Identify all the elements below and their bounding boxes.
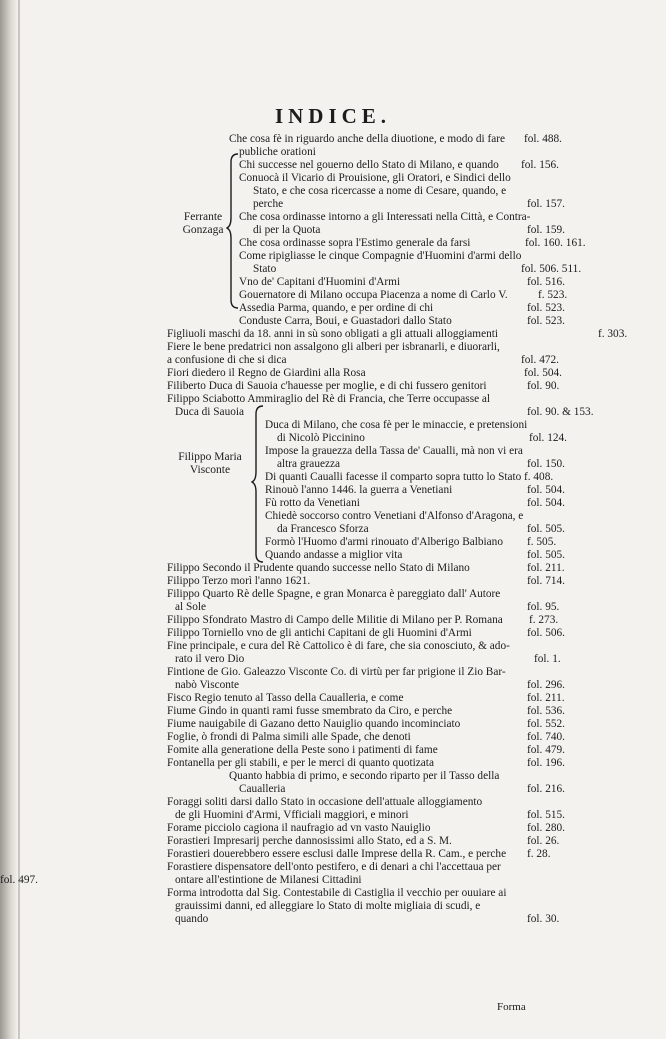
entry-folio-reference: fol. 156. bbox=[521, 159, 559, 171]
entry-text: perche bbox=[253, 198, 284, 210]
entry-folio-reference: fol. 124. bbox=[529, 432, 567, 444]
entry-text: Forame picciolo cagiona il naufragio ad vn vasto Nauiglio bbox=[167, 822, 431, 834]
entry-text: Forastieri douerebbero essere esclusi dalle Imprese della R. Cam., e perche bbox=[167, 848, 507, 860]
entry-text: Filippo Secondo il Prudente quando successe nello Stato di Milano bbox=[167, 562, 470, 574]
entry-text: de gli Huomini d'Armi, Vfficiali maggiori, e minori bbox=[175, 809, 409, 821]
entry-folio-reference: fol. 740. bbox=[527, 731, 565, 743]
entry-folio-reference: f. 523. bbox=[538, 289, 568, 301]
group-label-line-1: Filippo Maria bbox=[178, 451, 242, 463]
entry-text: Filippo Sciabotto Ammiraglio del Rè di Francia, che Terre occupasse al bbox=[167, 393, 491, 405]
entry-folio-reference: fol. 280. bbox=[527, 822, 565, 834]
entry-text: Chiedè soccorso contro Venetiani d'Alfonso d'Aragona, e bbox=[265, 510, 524, 522]
entry-text: Fiori diedero il Regno de Giardini alla Rosa bbox=[167, 367, 366, 379]
entry-folio-reference: fol. 211. bbox=[527, 692, 565, 704]
entry-text: Forastiere dispensatore dell'onto pestifero, e di denari a chi l'accettaua per bbox=[167, 861, 501, 873]
entry-text: ontare all'estintione de Milanesi Cittadini bbox=[175, 874, 362, 886]
entry-folio-reference: fol. 488. bbox=[524, 133, 562, 145]
entry-folio-reference: fol. 150. bbox=[527, 458, 565, 470]
entry-folio-reference: fol. 30. bbox=[527, 913, 560, 925]
entry-folio-reference: fol. 472. bbox=[521, 354, 559, 366]
entry-folio-reference: fol. 516. bbox=[527, 276, 565, 288]
entry-text: a confusione di che si dica bbox=[167, 354, 287, 366]
entry-folio-reference: f. 408. bbox=[524, 471, 554, 483]
entry-text: Filippo Quarto Rè delle Spagne, e gran Monarca è pareggiato dall' Autore bbox=[167, 588, 501, 600]
entry-text: Fintione de Gio. Galeazzo Visconte Co. di virtù per far prigione il Zio Bar- bbox=[167, 666, 506, 678]
entry-folio-reference: fol. 504. bbox=[527, 497, 565, 509]
entry-text: Stato, e che cosa ricercasse a nome di Cesare, quando, e bbox=[253, 185, 507, 197]
entry-text: Che cosa ordinasse sopra l'Estimo generale da farsi bbox=[239, 237, 471, 249]
entry-text: Foraggi soliti darsi dallo Stato in occasione dell'attuale alloggiamento bbox=[167, 796, 483, 808]
entry-text: quando bbox=[175, 913, 209, 925]
curly-brace-icon bbox=[226, 152, 240, 312]
entry-text: Quanto habbia di primo, e secondo riparto per il Tasso della bbox=[229, 770, 500, 782]
entry-text: Che cosa ordinasse intorno a gli Interessati nella Città, e Contra- bbox=[239, 211, 531, 223]
entry-text: Fù rotto da Venetiani bbox=[265, 497, 360, 509]
group-label-line-1: Ferrante bbox=[183, 211, 223, 223]
entry-folio-reference: f. 28. bbox=[527, 848, 551, 860]
entry-text: Filippo Sfondrato Mastro di Campo delle Militie di Milano per P. Romana bbox=[167, 614, 503, 626]
entry-text: Rinouò l'anno 1446. la guerra a Venetiani bbox=[265, 484, 453, 496]
entry-text: Vno de' Capitani d'Huomini d'Armi bbox=[239, 276, 401, 288]
entry-text: Chi successe nel gouerno dello Stato di Milano, e quando bbox=[239, 159, 499, 171]
entry-text: di per la Quota bbox=[253, 224, 321, 236]
entry-folio-reference: fol. 714. bbox=[527, 575, 565, 587]
entry-folio-reference: fol. 1. bbox=[534, 653, 561, 665]
entry-text: Filiberto Duca di Sauoia c'hauesse per moglie, e di chi fussero genitori bbox=[167, 380, 487, 392]
entry-text: Filippo Terzo morì l'anno 1621. bbox=[167, 575, 311, 587]
group-label-filippo-maria-visconte bbox=[168, 451, 252, 477]
entry-text: Assedia Parma, quando, e per ordine di chi bbox=[239, 302, 434, 314]
entry-text: Foglie, ò frondi di Palma simili alle Spade, che denoti bbox=[167, 731, 411, 743]
entry-folio-reference: fol. 95. bbox=[527, 601, 560, 613]
entry-text: Formò l'Huomo d'armi rinouato d'Alberigo Balbiano bbox=[265, 536, 503, 548]
entry-folio-reference: fol. 552. bbox=[527, 718, 565, 730]
entry-text: nabò Visconte bbox=[175, 679, 240, 691]
entry-text: Fontanella per gli stabili, e per le merci di quanto quotizata bbox=[167, 757, 434, 769]
entry-text: Forma introdotta dal Sig. Contestabile di Castiglia il vecchio per ouuiare ai bbox=[167, 887, 507, 899]
entry-text: Impose la grauezza della Tassa de' Caualli, mà non vi era bbox=[265, 445, 523, 457]
entry-text: Duca di Milano, che cosa fè per le minaccie, e pretensioni bbox=[265, 419, 528, 431]
entry-text: da Francesco Sforza bbox=[277, 523, 369, 535]
entry-folio-reference: fol. 479. bbox=[527, 744, 565, 756]
entry-text: Fomite alla generatione della Peste sono i patimenti di fame bbox=[167, 744, 438, 756]
entry-folio-reference: fol. 536. bbox=[527, 705, 565, 717]
entry-text: Fine principale, e cura del Rè Cattolico è di fare, che sia conosciuto, & ado- bbox=[167, 640, 510, 652]
entry-folio-reference: fol. 90. bbox=[527, 380, 560, 392]
entry-text: Fisco Regio tenuto al Tasso della Caualleria, e come bbox=[167, 692, 404, 704]
entry-text: Caualleria bbox=[239, 783, 286, 795]
entry-text: publiche orationi bbox=[239, 146, 316, 158]
entry-text: Gouernatore di Milano occupa Piacenza a nome di Carlo V. bbox=[239, 289, 508, 301]
entry-folio-reference: fol. 523. bbox=[527, 315, 565, 327]
entry-text: Forastieri Impresarij perche dannosissimi allo Stato, ed a S. M. bbox=[167, 835, 452, 847]
entry-folio-reference: fol. 211. bbox=[527, 562, 565, 574]
entry-folio-reference: fol. 26. bbox=[527, 835, 560, 847]
entry-folio-reference: fol. 506. 511. bbox=[521, 263, 582, 275]
entry-folio-reference: fol. 90. & 153. bbox=[527, 406, 594, 418]
entry-folio-reference: fol. 296. bbox=[527, 679, 565, 691]
entry-folio-reference: fol. 523. bbox=[527, 302, 565, 314]
entry-text: di Nicolò Piccinino bbox=[277, 432, 365, 444]
entry-folio-reference: fol. 504. bbox=[527, 484, 565, 496]
entry-text: grauissimi danni, ed alleggiare lo Stato di molte migliaia di scudi, e bbox=[175, 900, 481, 912]
entry-text: Fiume nauigabile di Gazano detto Nauiglio quando incominciato bbox=[167, 718, 461, 730]
entry-text: Stato bbox=[253, 263, 277, 275]
entry-folio-reference: fol. 506. bbox=[527, 627, 565, 639]
entry-text: Conuocà il Vicario di Prouisione, gli Oratori, e Sindici dello bbox=[239, 172, 511, 184]
entry-folio-reference: fol. 157. bbox=[527, 198, 565, 210]
entry-folio-reference: fol. 160. 161. bbox=[525, 237, 586, 249]
entry-text: Che cosa fè in riguardo anche della diuotione, e modo di fare bbox=[229, 133, 506, 145]
entry-folio-reference: f. 303. bbox=[598, 328, 628, 340]
entry-folio-reference: f. 273. bbox=[529, 614, 559, 626]
entry-folio-reference: fol. 497. bbox=[0, 874, 38, 886]
entry-text: Fiume Gindo in quanti rami fusse smembrato da Ciro, e perche bbox=[167, 705, 453, 717]
entry-text: Quando andasse a miglior vita bbox=[265, 549, 403, 561]
entry-folio-reference: fol. 505. bbox=[527, 523, 565, 535]
entry-text: Come ripigliasse le cinque Compagnie d'Huomini d'armi dello bbox=[239, 250, 522, 262]
entry-text: Figliuoli maschi da 18. anni in sù sono obligati a gli attuali alloggiamenti bbox=[167, 328, 499, 340]
entry-folio-reference: fol. 505. bbox=[527, 549, 565, 561]
curly-brace-icon bbox=[251, 404, 265, 566]
entry-folio-reference: f. 505. bbox=[527, 536, 557, 548]
entry-text: Di quanti Caualli facesse il comparto sopra tutto lo Stato bbox=[265, 471, 522, 483]
entry-text: Conduste Carra, Boui, e Guastadori dallo Stato bbox=[239, 315, 452, 327]
entry-folio-reference: fol. 504. bbox=[524, 367, 562, 379]
entry-folio-reference: fol. 216. bbox=[527, 783, 565, 795]
entry-folio-reference: fol. 515. bbox=[527, 809, 565, 821]
entry-text: Filippo Torniello vno de gli antichi Capitani de gli Huomini d'Armi bbox=[167, 627, 472, 639]
group-label-line-2: Visconte bbox=[189, 464, 231, 476]
entry-folio-reference: fol. 159. bbox=[527, 224, 565, 236]
group-label-line-2: Gonzaga bbox=[182, 224, 224, 236]
entry-text: altra grauezza bbox=[277, 458, 341, 470]
page-title: INDICE. bbox=[274, 104, 392, 128]
entry-text: Duca di Sauoia bbox=[175, 406, 245, 418]
entry-text: al Sole bbox=[175, 601, 207, 613]
entry-text: rato il vero Dio bbox=[175, 653, 245, 665]
catchword: Forma bbox=[497, 1001, 526, 1013]
entry-text: Fiere le bene predatrici non assalgono gli alberi per isbranarli, e diuorarli, bbox=[167, 341, 500, 353]
entry-folio-reference: fol. 196. bbox=[527, 757, 565, 769]
